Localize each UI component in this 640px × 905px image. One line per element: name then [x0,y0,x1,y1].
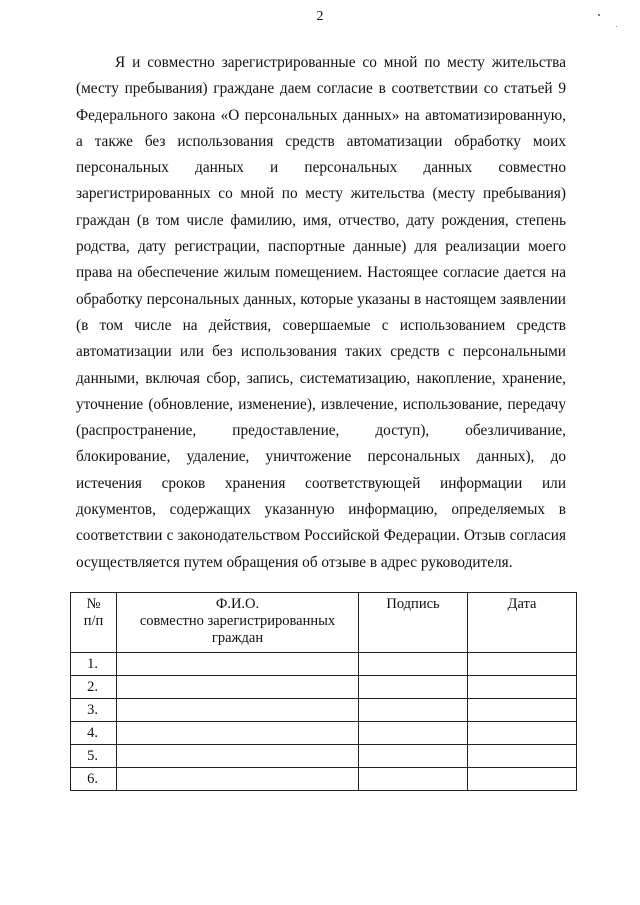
header-number-symbol: № [86,596,101,612]
scan-speck [616,26,617,27]
header-signature: Подпись [359,593,468,653]
consent-paragraph: Я и совместно зарегистрированные со мной по месту жительства (месту пребывания) граждане даем согласие в соответствии со статьей 9 Федерального закона «О персональных данных» на автоматизированную, а также без использования средств автоматизации обработку моих персональных данных и персональных данных совместно зарегистрированных со мной по месту жительства (месту пребывания) граждан (в том числе фамилию, имя, отчество, дату рождения, степень родства, дату регистрации, паспортные данные) для реализации моего права на обеспечение жилым помещением. Настоящее согласие дается на обработку персональных данных, которые указаны в настоящем заявлении (в том числе на действия, совершаемые с использованием средств автоматизации или без использования таких средств с персональными данными, включая сбор, запись, систематизацию, накопление, хранение, уточнение (обновление, изменение), извлечение, использование, передачу (распространение, предоставление, доступ), обезличивание, блокирование, удаление, уничтожение персональных данных), до истечения сроков хранения соответствующей информации или документов, содержащих указанную информацию, определяемых в соответствии с законодательством Российской Федерации. Отзыв согласия осуществляется путем обращения об отзыве в адрес руководителя. [76,54,566,571]
date-cell[interactable] [468,768,577,791]
full-name-cell[interactable] [117,676,359,699]
date-cell[interactable] [468,722,577,745]
full-name-cell[interactable] [117,699,359,722]
date-cell[interactable] [468,653,577,676]
full-name-cell[interactable] [117,768,359,791]
signature-cell[interactable] [359,768,468,791]
page-number: 2 [316,9,324,24]
date-cell[interactable] [468,699,577,722]
full-name-cell[interactable] [117,745,359,768]
scan-speck [598,14,600,16]
full-name-cell[interactable] [117,722,359,745]
signature-cell[interactable] [359,745,468,768]
header-number [71,593,117,653]
table-header-row [71,593,577,653]
header-full-name-title: Ф.И.О. [215,596,260,612]
header-number-abbr: п/п [83,613,104,629]
row-number: 6. [71,768,117,791]
full-name-cell[interactable] [117,653,359,676]
row-number: 5. [71,745,117,768]
date-cell[interactable] [468,676,577,699]
table-row [71,722,577,745]
table-row [71,745,577,768]
header-full-name-sub1: совместно зарегистрированных [139,613,336,629]
table-row [71,653,577,676]
header-full-name-sub2: граждан [211,630,264,646]
signature-cell[interactable] [359,722,468,745]
row-number: 2. [71,676,117,699]
date-cell[interactable] [468,745,577,768]
table-row [71,768,577,791]
table-row [71,699,577,722]
signature-cell[interactable] [359,676,468,699]
row-number: 1. [71,653,117,676]
signature-table [70,592,577,791]
signature-cell[interactable] [359,699,468,722]
table-row [71,676,577,699]
header-full-name [117,593,359,653]
row-number: 4. [71,722,117,745]
row-number: 3. [71,699,117,722]
header-date: Дата [468,593,577,653]
signature-cell[interactable] [359,653,468,676]
